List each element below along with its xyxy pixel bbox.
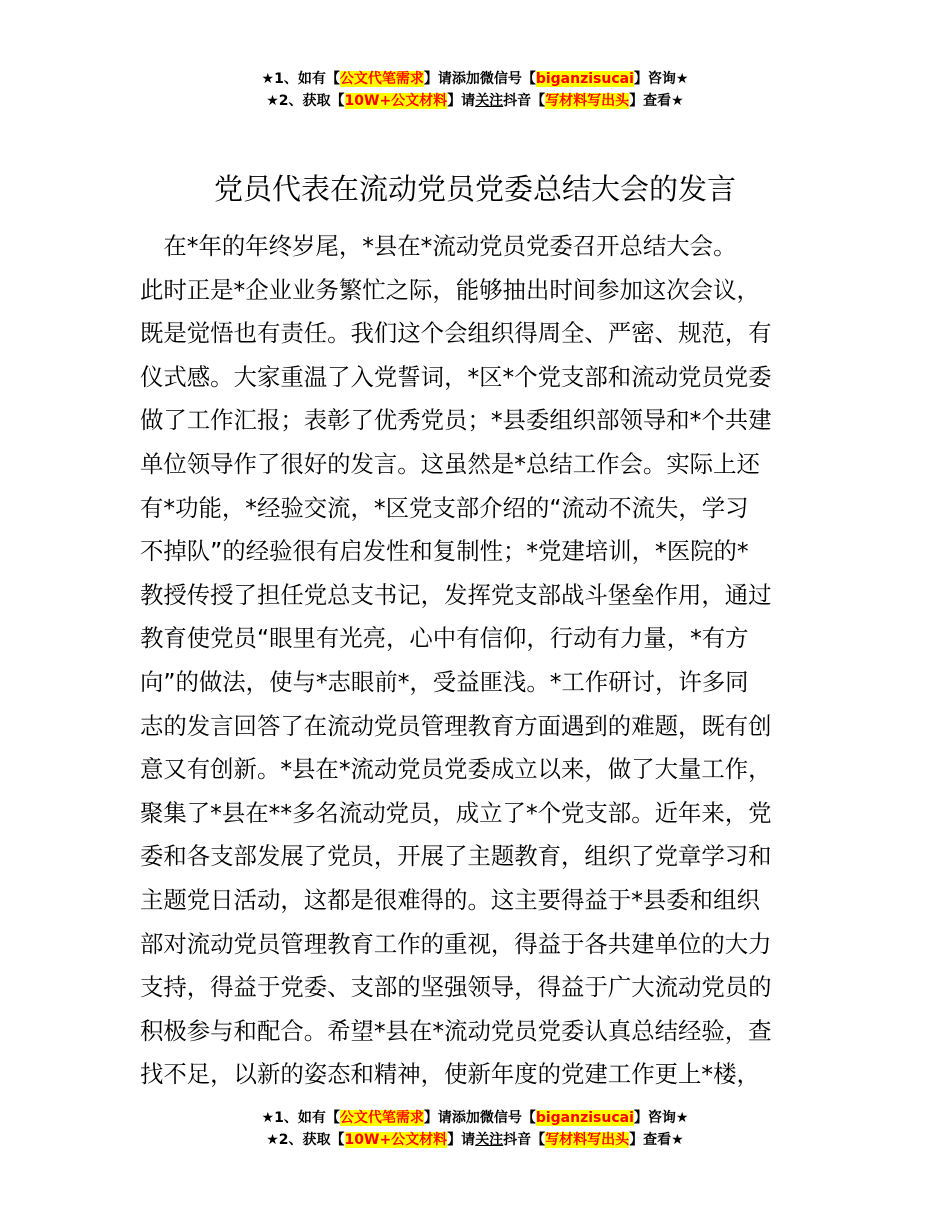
banner-text: 】请添加微信号【 — [423, 71, 536, 87]
body-line: 既是觉悟也有责任。我们这个会组织得周全、严密、规范，有 — [140, 319, 772, 348]
banner-text: ★1、如有【 — [261, 1110, 340, 1126]
banner-highlight: 写材料写出头 — [545, 1132, 630, 1148]
body-line: 仪式感。大家重温了入党誓词，*区*个党支部和流动党员党委 — [140, 362, 772, 391]
body-line: 向”的做法，使与*志眼前*，受益匪浅。*工作研讨，许多同 — [140, 667, 749, 696]
body-line: 找不足，以新的姿态和精神，使新年度的党建工作更上*楼， — [140, 1060, 760, 1089]
banner-text: 】请 — [447, 93, 476, 109]
body-line: 意又有创新。*县在*流动党员党委成立以来，做了大量工作， — [140, 755, 772, 784]
banner-line-1 — [0, 1107, 950, 1129]
body-line: 做了工作汇报；表彰了优秀党员；*县委组织部领导和*个共建 — [140, 406, 772, 435]
body-line: 部对流动党员管理教育工作的重视，得益于各共建单位的大力 — [140, 929, 772, 958]
banner-highlight: 写材料写出头 — [545, 93, 630, 109]
wechat-id-highlight: biganzisucai — [535, 71, 634, 87]
body-line: 不掉队”的经验很有启发性和复制性；*党建培训，*医院的* — [140, 537, 749, 566]
body-line: 志的发言回答了在流动党员管理教育方面遇到的难题，既有创 — [140, 711, 772, 740]
banner-text: 抖音【 — [503, 1132, 546, 1148]
banner-text: 抖音【 — [503, 93, 546, 109]
body-line: 单位领导作了很好的发言。这虽然是*总结工作会。实际上还 — [140, 449, 760, 478]
body-line: 在*年的年终岁尾，*县在*流动党员党委召开总结大会。 — [140, 232, 737, 260]
banner-line-2 — [0, 90, 950, 112]
banner-line-2 — [0, 1129, 950, 1151]
banner-text: 】查看★ — [629, 1132, 684, 1148]
banner-highlight: 10W+公文材料 — [344, 1132, 448, 1148]
banner-text: ★2、获取【 — [266, 93, 345, 109]
body-line: 教育使党员“眼里有光亮，心中有信仰，行动有力量，*有方 — [140, 624, 749, 653]
body-line: 有*功能，*经验交流，*区党支部介绍的“流动不流失，学习 — [140, 493, 749, 522]
body-line: 委和各支部发展了党员，开展了主题教育，组织了党章学习和 — [140, 842, 772, 871]
banner-text: 】请 — [447, 1132, 476, 1148]
banner-text: ★2、获取【 — [266, 1132, 345, 1148]
banner-text: 】咨询★ — [633, 1110, 689, 1126]
banner-text: 】咨询★ — [633, 71, 689, 87]
banner-highlight: 公文代笔需求 — [339, 71, 424, 87]
body-line: 支持，得益于党委、支部的坚强领导，得益于广大流动党员的 — [140, 973, 772, 1002]
document-body — [140, 225, 815, 1097]
body-line: 教授传授了担任党总支书记，发挥党支部战斗堡垒作用，通过 — [140, 580, 772, 609]
body-line: 聚集了*县在**多名流动党员，成立了*个党支部。近年来，党 — [140, 798, 772, 827]
wechat-id-highlight: biganzisucai — [535, 1110, 634, 1126]
body-line: 此时正是*企业业务繁忙之际，能够抽出时间参加这次会议， — [140, 275, 760, 304]
body-line: 主题党日活动，这都是很难得的。这主要得益于*县委和组织 — [140, 885, 760, 914]
banner-highlight: 公文代笔需求 — [339, 1110, 424, 1126]
banner-text: 】请添加微信号【 — [423, 1110, 536, 1126]
banner-underlined-text: 关注 — [475, 1132, 504, 1148]
banner-text: ★1、如有【 — [261, 71, 340, 87]
footer-banner — [0, 1107, 950, 1151]
document-title: 党员代表在流动党员党委总结大会的发言 — [213, 172, 736, 206]
banner-line-1 — [0, 68, 950, 90]
banner-text: 】查看★ — [629, 93, 684, 109]
header-banner — [0, 68, 950, 112]
body-line: 积极参与和配合。希望*县在*流动党员党委认真总结经验，查 — [140, 1016, 772, 1045]
banner-highlight: 10W+公文材料 — [344, 93, 448, 109]
banner-underlined-text: 关注 — [475, 93, 504, 109]
